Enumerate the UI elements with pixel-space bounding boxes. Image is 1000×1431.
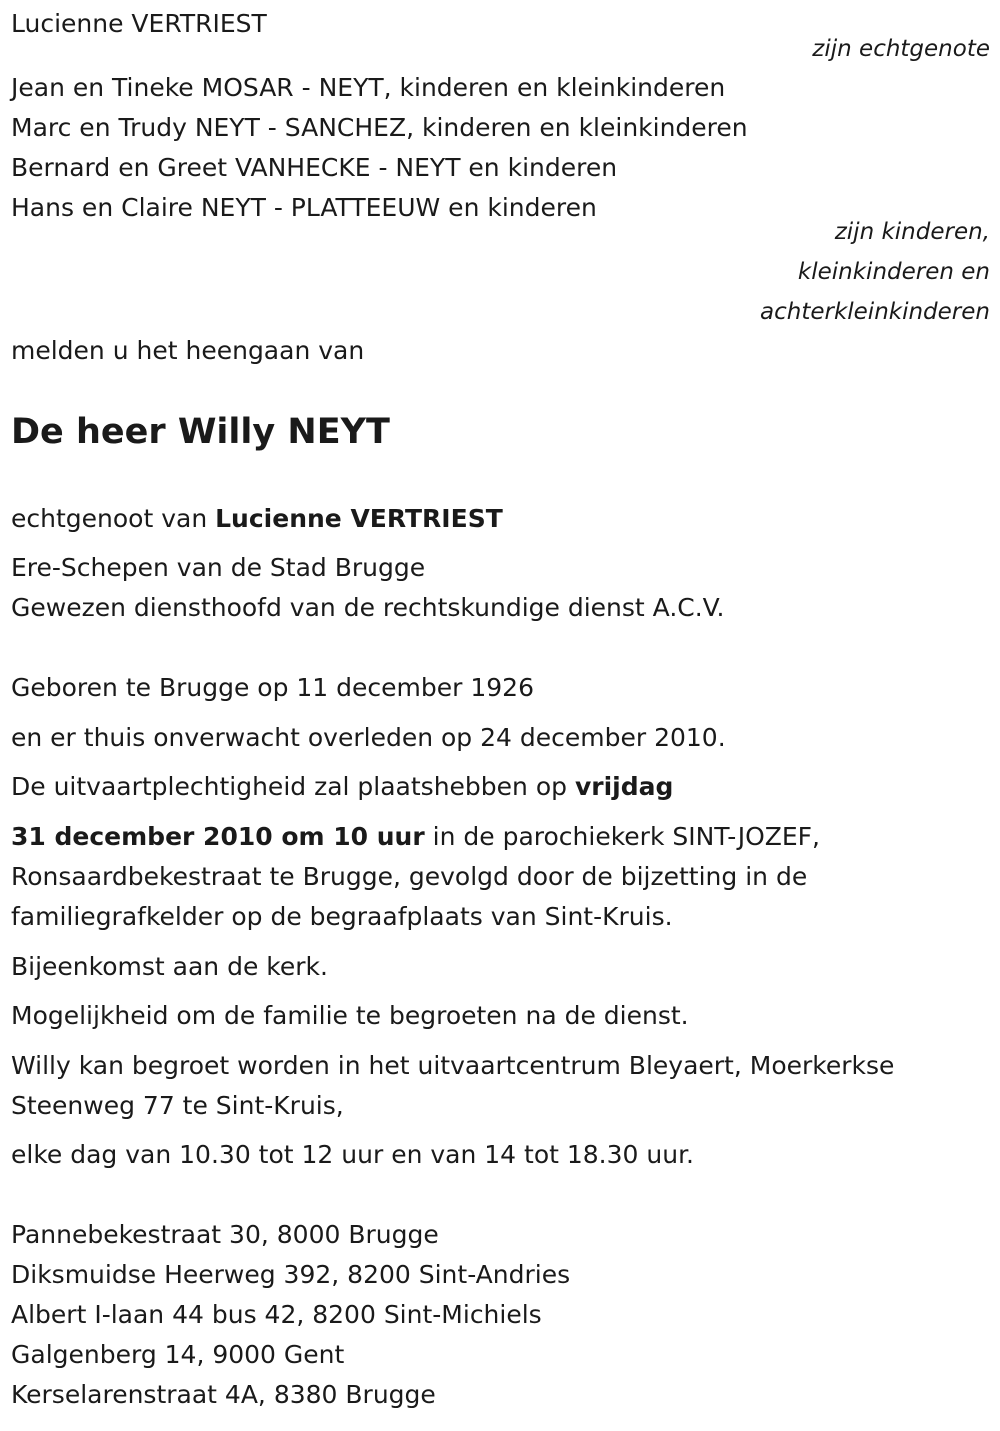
- viewing-line-1: Willy kan begroet worden in het uitvaartcentrum Bleyaert, Moerkerkse: [11, 1051, 895, 1080]
- address-2: Diksmuidse Heerweg 392, 8200 Sint-Andries: [11, 1260, 571, 1289]
- viewing-hours: elke dag van 10.30 tot 12 uur en van 14 tot 18.30 uur.: [11, 1140, 695, 1169]
- spouse-role: zijn echtgenote: [812, 36, 990, 62]
- funeral-place-3: familiegrafkelder op de begraafplaats van Sint-Kruis.: [11, 902, 673, 931]
- address-5: Kerselarenstraat 4A, 8380 Brugge: [11, 1380, 436, 1409]
- children-role-line-1: zijn kinderen,: [834, 219, 990, 245]
- child-line-1: Jean en Tineke MOSAR - NEYT, kinderen en kleinkinderen: [11, 73, 726, 102]
- announcement: melden u het heengaan van: [11, 336, 365, 365]
- death-line: en er thuis onverwacht overleden op 24 december 2010.: [11, 723, 726, 752]
- children-role-line-3: achterkleinkinderen: [760, 299, 990, 325]
- condolence-line: Mogelijkheid om de familie te begroeten na de dienst.: [11, 1001, 689, 1030]
- title-line-2: Gewezen diensthoofd van de rechtskundige dienst A.C.V.: [11, 593, 725, 622]
- funeral-place-2: Ronsaardbekestraat te Brugge, gevolgd door de bijzetting in de: [11, 862, 808, 891]
- spouse-of: [11, 499, 503, 539]
- gathering-line: Bijeenkomst aan de kerk.: [11, 952, 328, 981]
- spouse-of-name: Lucienne VERTRIEST: [215, 504, 503, 533]
- child-line-3: Bernard en Greet VANHECKE - NEYT en kinderen: [11, 153, 618, 182]
- funeral-datetime-line: [11, 817, 820, 857]
- deceased-name: De heer Willy NEYT: [11, 412, 390, 452]
- address-4: Galgenberg 14, 9000 Gent: [11, 1340, 345, 1369]
- funeral-intro: [11, 767, 673, 807]
- spouse-name: Lucienne VERTRIEST: [11, 9, 267, 38]
- funeral-intro-text: De uitvaartplechtigheid zal plaatshebben op: [11, 772, 575, 801]
- birth-line: Geboren te Brugge op 11 december 1926: [11, 673, 534, 702]
- child-line-4: Hans en Claire NEYT - PLATTEEUW en kinderen: [11, 193, 597, 222]
- funeral-datetime: 31 december 2010 om 10 uur: [11, 822, 425, 851]
- title-line-1: Ere-Schepen van de Stad Brugge: [11, 553, 426, 582]
- child-line-2: Marc en Trudy NEYT - SANCHEZ, kinderen en kleinkinderen: [11, 113, 748, 142]
- address-1: Pannebekestraat 30, 8000 Brugge: [11, 1220, 439, 1249]
- viewing-line-2: Steenweg 77 te Sint-Kruis,: [11, 1091, 344, 1120]
- funeral-day: vrijdag: [574, 772, 674, 801]
- funeral-place-1: in de parochiekerk SINT-JOZEF,: [424, 822, 820, 851]
- spouse-of-prefix: echtgenoot van: [11, 504, 216, 533]
- children-role-line-2: kleinkinderen en: [797, 259, 990, 285]
- address-3: Albert I-laan 44 bus 42, 8200 Sint-Michiels: [11, 1300, 542, 1329]
